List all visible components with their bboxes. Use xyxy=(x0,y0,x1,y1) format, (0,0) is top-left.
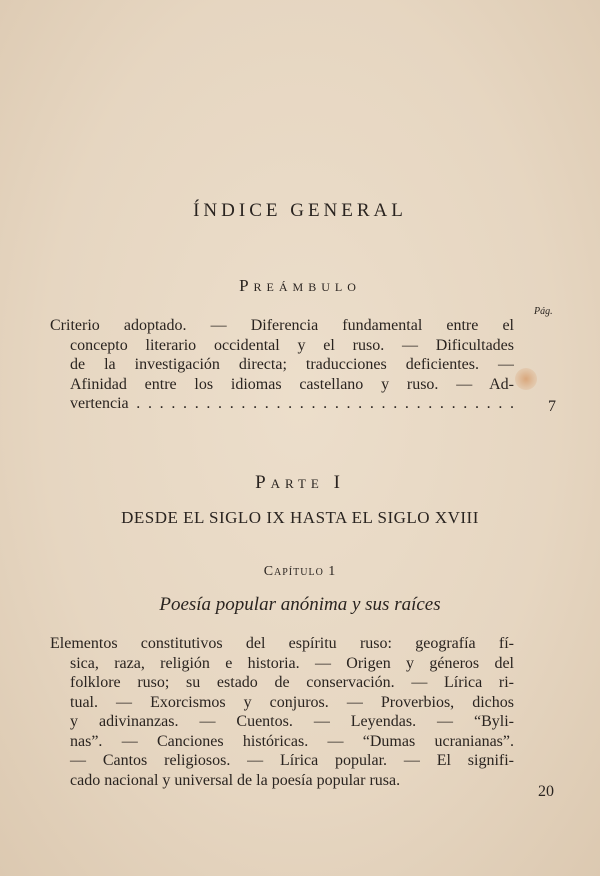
entry-line: nas”. — Canciones históricas. — “Dumas ucranianas”. xyxy=(70,732,514,750)
chapter-entry xyxy=(50,634,514,790)
page-column-label: Pág. xyxy=(534,306,553,317)
stain xyxy=(515,368,537,390)
entry-line: de la investigación directa; traducciones deficientes. — xyxy=(70,356,514,373)
part-subtitle: DESDE EL SIGLO IX HASTA EL SIGLO XVIII xyxy=(121,508,479,527)
entry-line: Elementos constitutivos del espíritu ruso: geografía fí- xyxy=(50,635,514,652)
preambulo-title: Preámbulo xyxy=(239,276,361,295)
entry-line: Criterio adoptado. — Diferencia fundamental entre el xyxy=(50,317,514,334)
entry-line: Afinidad entre los idiomas castellano y ruso. — Ad- xyxy=(70,375,514,393)
entry-line: — Cantos religiosos. — Lírica popular. — El signifi- xyxy=(70,752,514,769)
entry-line: tual. — Exorcismos y conjuros. — Proverbios, dichos xyxy=(70,693,514,711)
part-title: Parte I xyxy=(255,472,345,493)
chapter-subtitle: Poesía popular anónima y sus raíces xyxy=(159,594,441,615)
preambulo-entry xyxy=(50,316,514,414)
page-number: 7 xyxy=(548,398,556,415)
chapter-title: Capítulo 1 xyxy=(263,564,337,579)
entry-line: y adivinanzas. — Cuentos. — Leyendas. — “Byli- xyxy=(70,713,514,730)
entry-line: vertencia . . . . . . . . . . . . . . . . . . . . . . . . . . . . . . . . . xyxy=(70,395,514,412)
entry-line: concepto literario occidental y el ruso. — Dificultades xyxy=(70,336,514,354)
entry-line: sica, raza, religión e historia. — Origen y géneros del xyxy=(70,654,514,672)
page-number: 20 xyxy=(538,783,554,800)
index-heading: ÍNDICE GENERAL xyxy=(193,200,407,221)
entry-line: folklore ruso; su estado de conservación. — Lírica ri- xyxy=(70,674,514,691)
entry-line: cado nacional y universal de la poesía popular rusa. xyxy=(70,771,401,789)
